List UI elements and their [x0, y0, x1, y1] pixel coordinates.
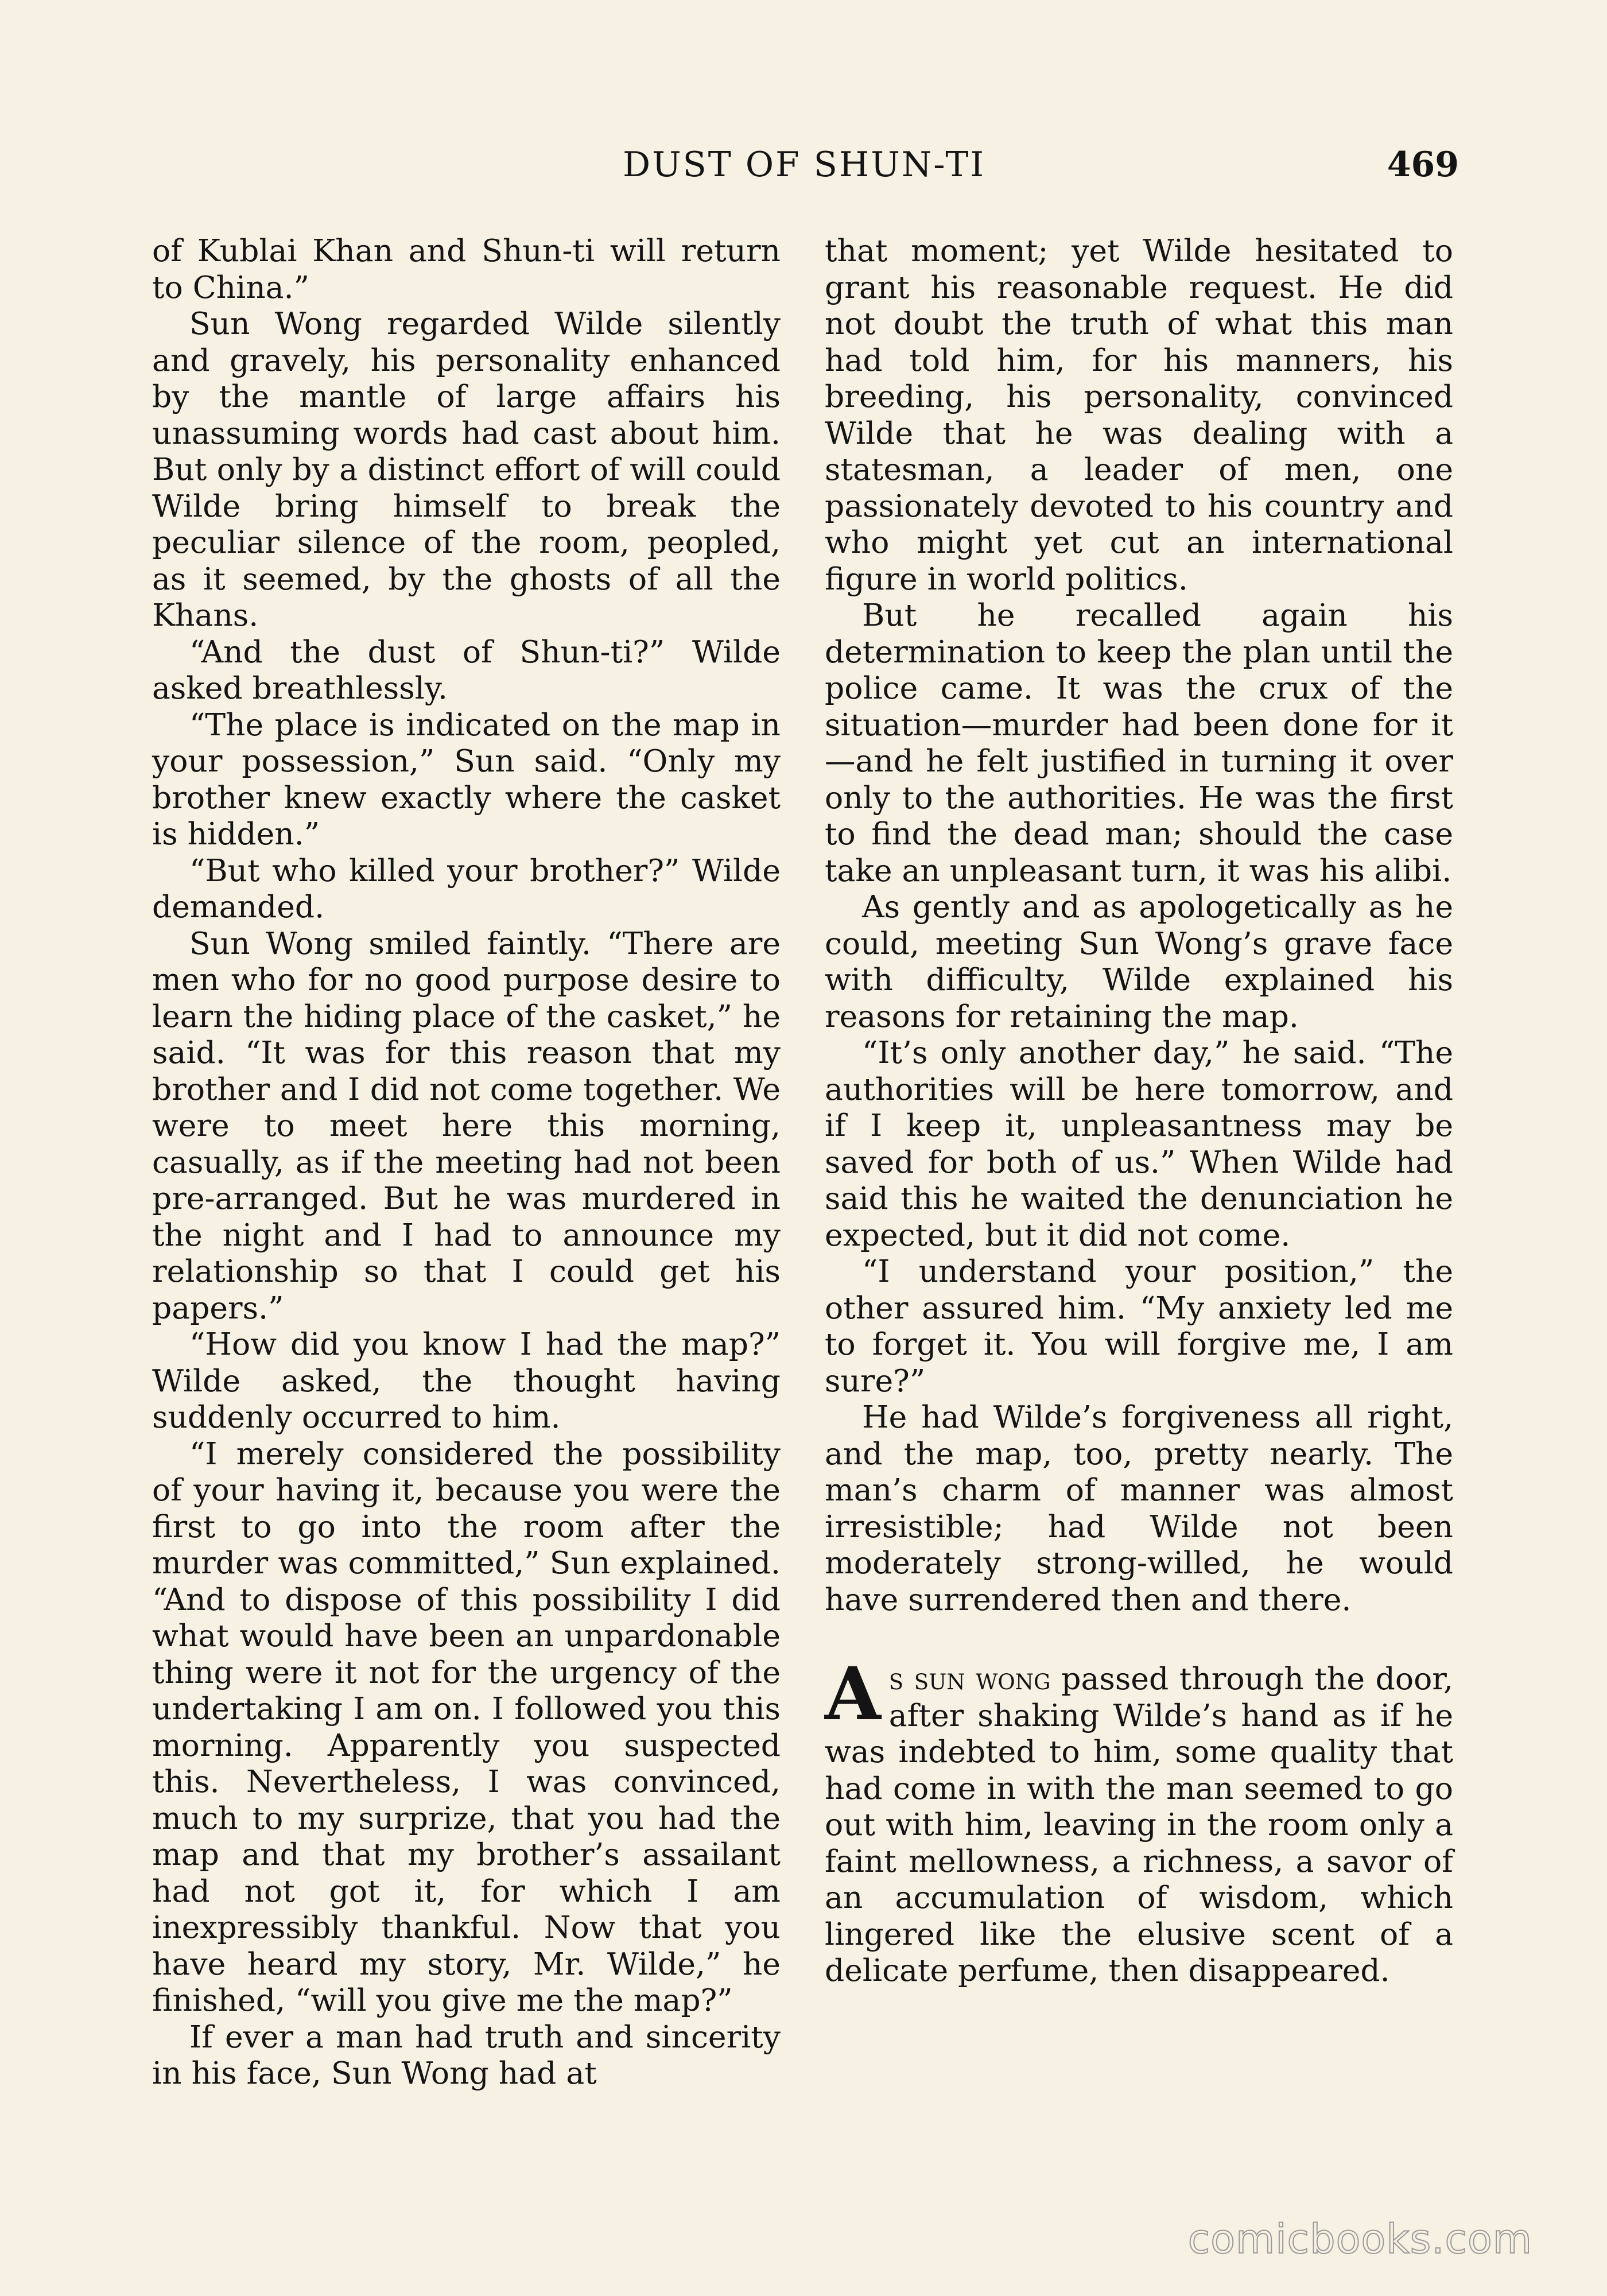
paragraph: Sun Wong regarded Wilde silently and gravely, his personality enhanced by the mantle of large affairs his unassuming words had cast about him. But only by a distinct effort of will could Wilde bring himself to break the peculiar silence of the room, peopled, as it seemed, by the ghosts of all the Khans. [152, 305, 781, 633]
paragraph: “I merely considered the possibility of your having it, because you were the first to go into the room after the murder was committed,” Sun explained. “And to dispose of this possibility I did what would have been an unpardonable thing were it not for the urgency of the undertaking I am on. I followed you this morning. Apparently you suspected this. Nevertheless, I was convinced, much to my surprize, that you had the map and that my brother’s assailant had not got it, for which I am inexpressibly thankful. Now that you have heard my story, Mr. Wilde,” he finished, “will you give me the map?” [152, 1435, 781, 2018]
paragraph: Sun Wong smiled faintly. “There are men who for no good purpose desire to learn the hiding place of the casket,” he said. “It was for this reason that my brother and I did not come together. We were to meet here this morning, casually, as if the meeting had not been pre-arranged. But he was murdered in the night and I had to announce my relationship so that I could get his papers.” [152, 925, 781, 1326]
left-column [152, 232, 781, 2092]
paragraph: “But who killed your brother?” Wilde demanded. [152, 852, 781, 925]
running-title: DUST OF SHUN-TI [623, 145, 986, 185]
paragraph: “How did you know I had the map?” Wilde asked, the thought having suddenly occurred to him. [152, 1326, 781, 1435]
paragraph: that moment; yet Wilde hesitated to grant his reasonable request. He did not doubt the truth of what this man had told him, for his manners, his breeding, his personality, convinced Wilde that he was dealing with a statesman, a leader of men, one passionately devoted to his country and who might yet cut an international figure in world politics. [825, 232, 1453, 597]
right-column [825, 232, 1453, 1989]
drop-cap: A [825, 1651, 881, 1736]
paragraph: “I understand your position,” the other assured him. “My anxiety led me to forget it. You will forgive me, I am sure?” [825, 1253, 1453, 1399]
paragraph: As gently and as apologetically as he could, meeting Sun Wong’s grave face with difficulty, Wilde explained his reasons for retaining the map. [825, 889, 1453, 1034]
section-opening-paragraph [825, 1651, 1453, 1989]
paragraph: “The place is indicated on the map in your possession,” Sun said. “Only my brother knew exactly where the casket is hidden.” [152, 706, 781, 852]
paragraph: He had Wilde’s forgiveness all right, and the map, too, pretty nearly. The man’s charm of manner was almost irresistible; had Wilde not been moderately strong-willed, he would have surrendered then and there. [825, 1399, 1453, 1618]
paragraph: of Kublai Khan and Shun-ti will return to China.” [152, 232, 781, 305]
paragraph: But he recalled again his determination to keep the plan until the police came. It was the crux of the situation—murder had been done for it—and he felt justified in turning it over only to the authorities. He was the first to find the dead man; should the case take an unpleasant turn, it was his alibi. [825, 597, 1453, 889]
section-text: passed through the door, after shaking Wilde’s hand as if he was indebted to him, some quality that had come in with the man seemed to go out with him, leaving in the room only a faint mellowness, a richness, a savor of an accumulation of wisdom, which lingered like the elusive scent of a delicate perfume, then disappeared. [825, 1661, 1453, 1988]
page-number: 469 [1387, 145, 1459, 185]
watermark-text: comicbooks.com [1187, 2216, 1532, 2263]
small-caps-lead: s sun wong [888, 1661, 1051, 1697]
paragraph: If ever a man had truth and sincerity in his face, Sun Wong had at [152, 2018, 781, 2091]
paragraph: “It’s only another day,” he said. “The authorities will be here tomorrow, and if I keep it, unpleasantness may be saved for both of us.” When Wilde had said this he waited the denunciation he expected, but it did not come. [825, 1034, 1453, 1253]
paragraph: “And the dust of Shun-ti?” Wilde asked breathlessly. [152, 633, 781, 706]
